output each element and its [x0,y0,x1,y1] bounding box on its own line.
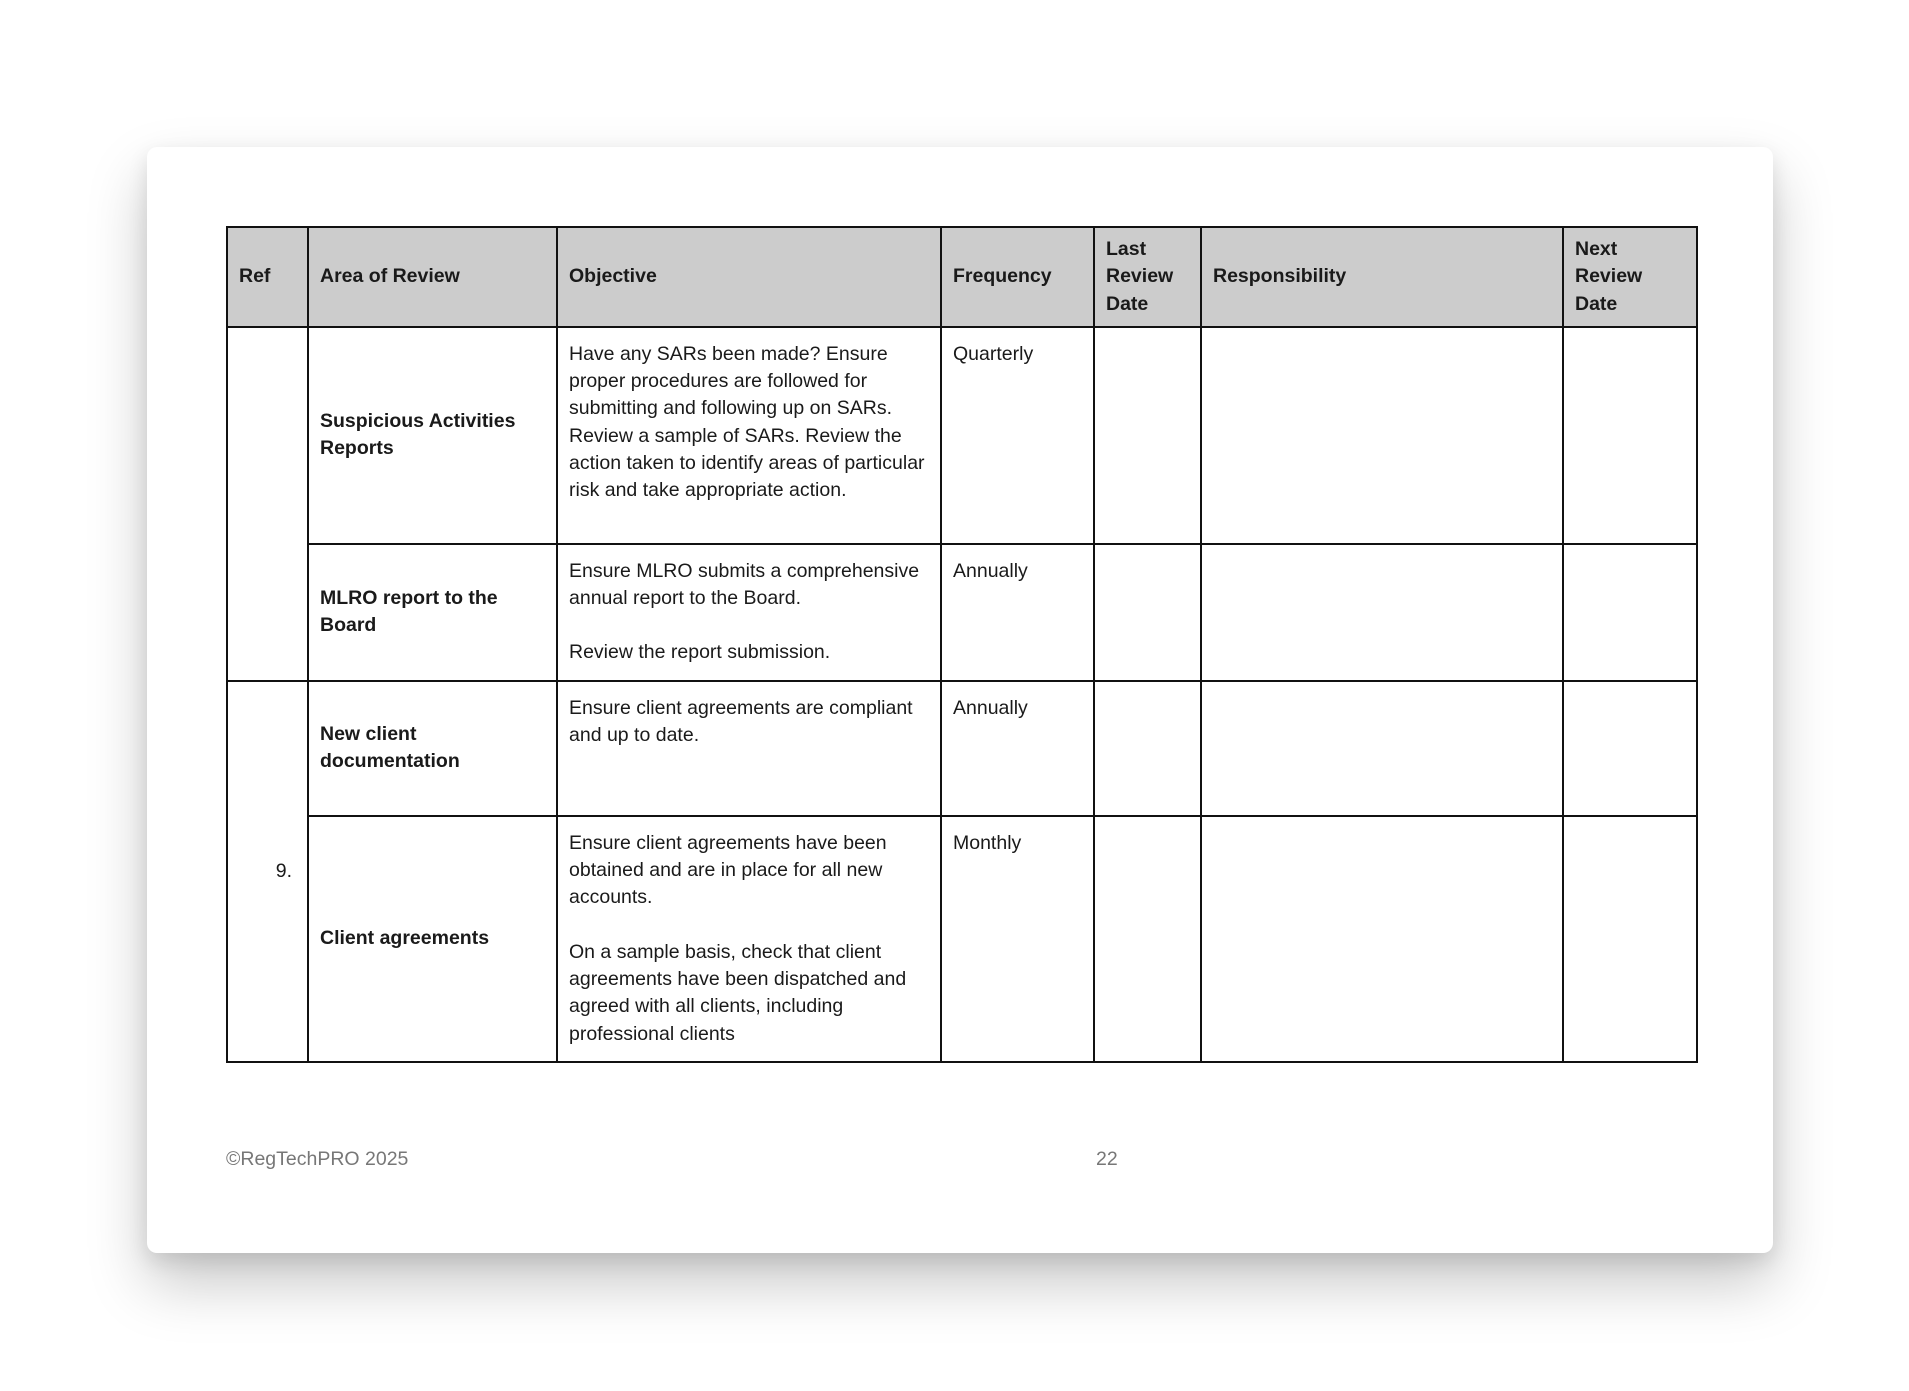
objective-cell [557,544,941,681]
last-review-date-cell [1094,544,1201,681]
last-review-date-cell [1094,327,1201,544]
footer-page-number: 22 [1096,1148,1118,1170]
frequency-cell: Quarterly [941,327,1094,544]
responsibility-cell [1201,816,1563,1062]
compliance-review-table [226,226,1698,1063]
footer-copyright: ©RegTechPRO 2025 [226,1148,409,1170]
table-row [227,816,1697,1062]
responsibility-cell [1201,327,1563,544]
ref-cell [227,327,308,681]
area-cell: New client documentation [308,681,557,816]
table-header-row [227,227,1697,327]
objective-cell [557,327,941,544]
area-cell: Suspicious Activities Reports [308,327,557,544]
header-area-of-review: Area of Review [308,227,557,327]
frequency-cell: Annually [941,681,1094,816]
ref-cell: 9. [227,681,308,1062]
frequency-cell: Monthly [941,816,1094,1062]
responsibility-cell [1201,544,1563,681]
header-frequency: Frequency [941,227,1094,327]
table-row [227,544,1697,681]
header-objective: Objective [557,227,941,327]
header-next-review-date: Next Review Date [1563,227,1697,327]
objective-cell [557,681,941,816]
last-review-date-cell [1094,816,1201,1062]
header-ref: Ref [227,227,308,327]
last-review-date-cell [1094,681,1201,816]
objective-text: Ensure client agreements have been obtained and are in place for all new accounts. [569,831,887,909]
next-review-date-cell [1563,327,1697,544]
header-last-review-date: Last Review Date [1094,227,1201,327]
next-review-date-cell [1563,816,1697,1062]
next-review-date-cell [1563,544,1697,681]
document-page [147,147,1773,1253]
objective-text: Ensure MLRO submits a comprehensive annual report to the Board. [569,559,920,610]
header-responsibility: Responsibility [1201,227,1563,327]
objective-text: Review the report submission. [569,641,831,664]
objective-text: Have any SARs been made? Ensure proper procedures are followed for submitting and following up on SARs. Review a sample of SARs. Review the action taken to identify areas of particular risk and take appropriate action. [569,342,925,502]
area-cell: Client agreements [308,816,557,1062]
table-row [227,681,1697,816]
table-row [227,327,1697,544]
objective-text: Ensure client agreements are compliant and up to date. [569,696,913,747]
objective-text: On a sample basis, check that client agreements have been dispatched and agreed with all clients, including professional clients [569,940,907,1045]
next-review-date-cell [1563,681,1697,816]
responsibility-cell [1201,681,1563,816]
objective-cell [557,816,941,1062]
frequency-cell: Annually [941,544,1094,681]
area-cell: MLRO report to the Board [308,544,557,681]
